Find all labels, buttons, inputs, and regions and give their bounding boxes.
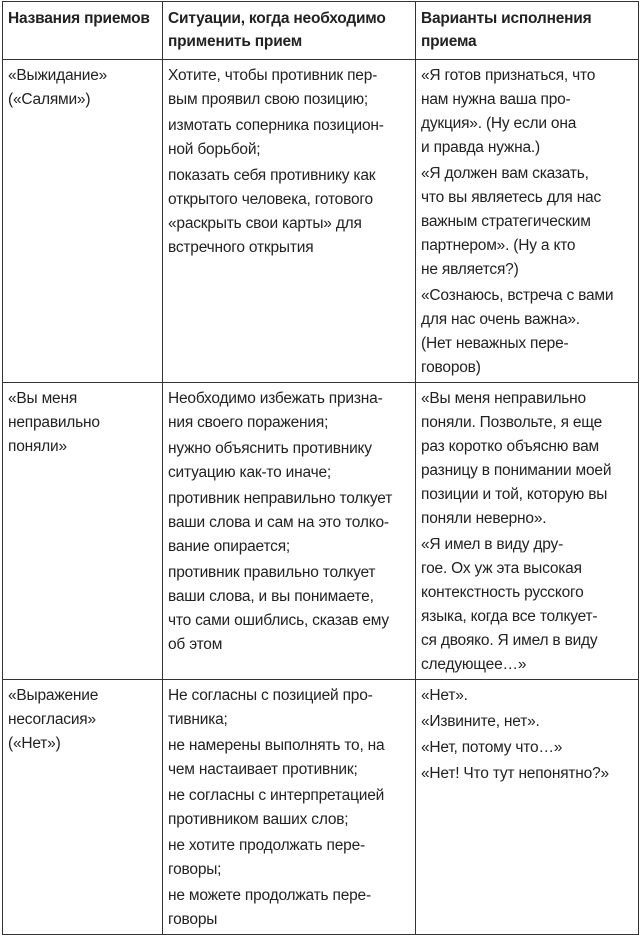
cell-situations [163, 60, 416, 383]
header-technique-names [3, 2, 163, 60]
header-variants [416, 2, 639, 60]
paragraph [421, 64, 633, 160]
text-line: что сами ошиблись, сказав ему [168, 612, 389, 629]
header-row [3, 2, 639, 60]
text-line: поняли. Позвольте, я еще [421, 414, 603, 431]
text-line: Не согласны с позицией про- [168, 687, 373, 704]
cell-variants [416, 680, 639, 935]
table-row [3, 680, 639, 935]
text-line: «Нет, потому что…» [421, 739, 563, 756]
text-line: Варианты исполнения [421, 10, 592, 27]
paragraph [421, 284, 633, 380]
paragraph [168, 437, 410, 485]
text-line: говоры; [168, 861, 222, 878]
text-line: «Сознаюсь, встреча с вами [421, 287, 614, 304]
paragraph [168, 834, 410, 882]
text-line: «Я имел в виду дру- [421, 536, 564, 553]
text-line: «Выжидание» [8, 67, 108, 84]
paragraph [421, 533, 633, 677]
text-line: «Нет». [421, 687, 468, 704]
text-line: противник неправильно толкует [168, 490, 393, 507]
text-line: Ситуации, когда необходимо [168, 10, 386, 27]
paragraph [421, 762, 633, 786]
paragraph [8, 684, 157, 756]
text-line: тивника; [168, 711, 228, 728]
text-line: Названия приемов [8, 10, 150, 27]
text-line: разницу в понимании моей [421, 462, 612, 479]
text-line: для нас очень важна». [421, 311, 580, 328]
text-line: «Выражение [8, 687, 99, 704]
paragraph [421, 736, 633, 760]
text-line: «Я готов признаться, что [421, 67, 596, 84]
text-line: нам нужна ваша про- [421, 91, 571, 108]
text-line: вание опирается; [168, 538, 291, 555]
text-line: не намерены выполнять то, на [168, 737, 385, 754]
text-line: чем настаивает противник; [168, 761, 358, 778]
text-line: позиции и той, которую вы [421, 486, 608, 503]
text-line: несогласия» [8, 711, 96, 728]
text-line: «Нет! Что тут непонятно?» [421, 765, 609, 782]
paragraph [168, 164, 410, 260]
text-line: гое. Ох уж эта высокая [421, 560, 582, 577]
text-line: об этом [168, 636, 223, 653]
text-line: «Вы меня [8, 390, 78, 407]
text-line: ной борьбой; [168, 141, 261, 158]
text-line: Хотите, чтобы противник пер- [168, 67, 378, 84]
paragraph [168, 734, 410, 782]
paragraph [168, 884, 410, 932]
techniques-table [2, 1, 639, 935]
text-line: измотать соперника позицион- [168, 117, 384, 134]
text-line: (Нет неважных пере- [421, 335, 569, 352]
text-line: («Нет») [8, 735, 61, 752]
text-line: нужно объяснить противнику [168, 440, 372, 457]
paragraph [168, 684, 410, 732]
text-line: что вы являетесь для нас [421, 189, 602, 206]
header-situations [163, 2, 416, 60]
text-line: ния своего поражения; [168, 414, 329, 431]
paragraph [168, 784, 410, 832]
cell-technique-name [3, 60, 163, 383]
text-line: контекстность русского [421, 584, 584, 601]
cell-technique-name [3, 680, 163, 935]
text-line: «Вы меня неправильно [421, 390, 586, 407]
text-line: не можете продолжать пере- [168, 887, 371, 904]
text-line: и правда нужна.) [421, 139, 540, 156]
text-line: встречного открытия [168, 239, 314, 256]
cell-situations [163, 680, 416, 935]
text-line: противник правильно толкует [168, 564, 376, 581]
paragraph [421, 162, 633, 282]
text-line: «Извините, нет». [421, 713, 540, 730]
paragraph [421, 387, 633, 531]
paragraph [168, 114, 410, 162]
text-line: важным стратегическим [421, 213, 591, 230]
text-line: говоры [168, 911, 218, 928]
table-row [3, 60, 639, 383]
cell-situations [163, 383, 416, 680]
text-line: языка, когда все толкует- [421, 608, 598, 625]
text-line: не хотите продолжать пере- [168, 837, 365, 854]
text-line: приема [421, 33, 477, 50]
cell-variants [416, 383, 639, 680]
text-line: открытого человека, готового [168, 191, 373, 208]
text-line: говоров) [421, 359, 481, 376]
text-line: вым проявил свою позицию; [168, 91, 369, 108]
text-line: («Салями») [8, 91, 91, 108]
paragraph [421, 684, 633, 708]
text-line: применить прием [168, 33, 303, 50]
text-line: не является?) [421, 261, 519, 278]
text-line: ся двояко. Я имел в виду [421, 632, 598, 649]
text-line: «Я должен вам сказать, [421, 165, 589, 182]
text-line: противником ваших слов; [168, 811, 349, 828]
text-line: поняли неверно». [421, 510, 547, 527]
paragraph [421, 710, 633, 734]
text-line: следующее…» [421, 656, 527, 673]
cell-variants [416, 60, 639, 383]
paragraph [168, 561, 410, 657]
text-line: «раскрыть свои карты» для [168, 215, 362, 232]
text-line: показать себя противнику как [168, 167, 376, 184]
text-line: поняли» [8, 438, 67, 455]
text-line: ситуацию как-то иначе; [168, 464, 331, 481]
text-line: партнером». (Ну а кто [421, 237, 576, 254]
text-line: Необходимо избежать призна- [168, 390, 383, 407]
cell-technique-name [3, 383, 163, 680]
paragraph [8, 387, 157, 459]
text-line: дукция». (Ну если она [421, 115, 577, 132]
paragraph [168, 487, 410, 559]
text-line: ваши слова и сам на это толко- [168, 514, 389, 531]
text-line: ваши слова, и вы понимаете, [168, 588, 374, 605]
text-line: неправильно [8, 414, 100, 431]
paragraph [8, 64, 157, 112]
text-line: раз коротко объясню вам [421, 438, 599, 455]
text-line: не согласны с интерпретацией [168, 787, 385, 804]
table-row [3, 383, 639, 680]
paragraph [168, 64, 410, 112]
paragraph [168, 387, 410, 435]
